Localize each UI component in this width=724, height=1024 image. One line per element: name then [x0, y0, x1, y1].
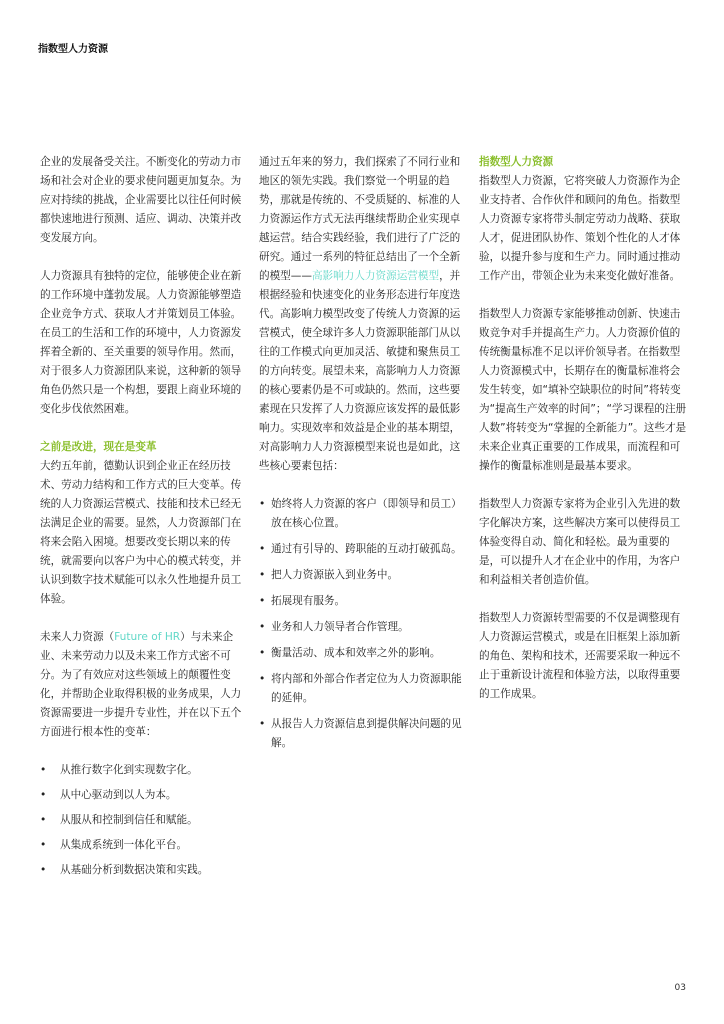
paragraph: 指数型人力资源专家能够推动创新、快速击败竞争对手并提高生产力。人力资源价值的传统衡量标准不足以评价领导者。在指数型人力资源模式中，长期存在的衡量标准将会发生转变，如“填补空缺职位的时间”将转变为“提高生产效率的时间”；“学习课程的注册人数”将转变为“掌握的全新能力”。这些才是未来企业真正重要的工作成果，而流程和可操作的衡量标准则是最基本要求。: [479, 308, 687, 472]
section-block: [40, 438, 248, 609]
section-heading: 之前是改进，现在是变革: [40, 441, 157, 453]
list-item: • 从中心驱动到以人为本。: [40, 786, 248, 805]
section-block: [479, 153, 687, 286]
running-header-title: 指数型人力资源: [38, 44, 108, 55]
paragraph-text: 通过五年来的努力，我们探索了不同行业和地区的领先实践。我们察觉一个明显的趋势，那就是传统的、不受质疑的、标准的人力资源运作方式无法再继续帮助企业实现卓越运营。结合实践经验，我们进行了广泛的研究。通过一系列的特征总结出了一个全新的模型——: [259, 156, 461, 282]
text-column-3: [479, 153, 687, 723]
paragraph: 企业的发展备受关注。不断变化的劳动力市场和社会对企业的要求使问题更加复杂。为应对持续的挑战，企业需要比以往任何时候都快速地进行预测、适应、调动、决策并改变发展方向。: [40, 156, 242, 244]
list-item: • 从集成系统到一体化平台。: [40, 836, 248, 855]
paragraph-text: 大约五年前，德勤认识到企业正在经历技术、劳动力结构和工作方式的巨大变革。传统的人力资源运营模式、技能和技术已经无法满足企业的需要。显然，人力资源部门在将来会陷入困境。想要改变长期以来的传统，就需要向以客户为中心的模式转变，并认识到数字技术赋能可以永久性地提升员工体验。: [40, 460, 242, 605]
list-item: • 把人力资源嵌入到业务中。: [259, 566, 469, 585]
text-column-1: [40, 153, 248, 886]
section-heading: 指数型人力资源: [479, 156, 554, 168]
list-item: • 业务和人力领导者合作管理。: [259, 618, 469, 637]
paragraph-text: 指数型人力资源，它将突破人力资源作为企业支持者、合作伙伴和顾问的角色。指数型人力资源专家将带头制定劳动力战略、获取人才，促进团队协作、策划个性化的人才体验，以提升参与度和生产力。同时通过推动工作产出，带领企业为未来变化做好准备。: [479, 175, 681, 282]
high-impact-hr-model-link[interactable]: 高影响力人力资源运营模型: [311, 270, 440, 282]
text-column-2: [259, 153, 469, 760]
paragraph-text: 未来人力资源（: [40, 631, 115, 643]
paragraph: 指数型人力资源专家将为企业引入先进的数字化解决方案，这些解决方案可以使得员工体验变得自动、简化和轻松。最为重要的是，可以提升人才在企业中的作用，为客户和利益相关者创造价值。: [479, 498, 681, 586]
list-item: • 从基础分析到数据决策和实践。: [40, 861, 248, 880]
paragraph: 指数型人力资源转型需要的不仅是调整现有人力资源运营模式，或是在旧框架上添加新的角色、架构和技术，还需要采取一种远不止于重新设计流程和体验方法，以取得重要的工作成果。: [479, 612, 681, 700]
list-item: • 始终将人力资源的客户（即领导和员工）放在核心位置。: [259, 495, 469, 533]
list-item: • 从推行数字化到实现数字化。: [40, 761, 248, 780]
paragraph: 人力资源具有独特的定位，能够使企业在新的工作环境中蓬勃发展。人力资源能够塑造企业竞争方式、获取人才并策划员工体验。在员工的生活和工作的环境中，人力资源发挥着全新的、至关重要的领导作用。然而，对于很多人力资源团队来说，这种新的领导角色仍然只是一个构想，要跟上商业环境的变化步伐依然困难。: [40, 270, 242, 415]
list-item: • 将内部和外部合作者定位为人力资源职能的延伸。: [259, 670, 469, 708]
list-item: • 拓展现有服务。: [259, 592, 469, 611]
list-item: • 衡量活动、成本和效率之外的影响。: [259, 644, 469, 663]
core-elements-list: [259, 495, 469, 753]
transformation-list: [40, 761, 248, 880]
list-item: • 通过有引导的、跨职能的互动打破孤岛。: [259, 540, 469, 559]
paragraph-text: ，并根据经验和快速变化的业务形态进行年度迭代。高影响力模型改变了传统人力资源的运营模式，使全球许多人力资源职能部门从以往的工作模式向更加灵活、敏捷和聚焦员工的方向转变。展望未来，高影响力人力资源的核心要素仍是不可或缺的。然而，这些要素现在只发挥了人力资源应该发挥的最低影响力。实现效率和效益是企业的基本期望，对高影响力人力资源模型来说也是如此，这些核心要素包括：: [259, 270, 461, 472]
paragraph: [259, 153, 469, 476]
page-number: 03: [674, 983, 686, 993]
paragraph: [40, 628, 248, 742]
paragraph-text: ）与未来企业、未来劳动力以及未来工作方式密不可分。为了有效应对这些领域上的颠覆性变化，并帮助企业取得积极的业务成果，人力资源需要进一步提升专业性，并在以下五个方面进行根本性的变革：: [40, 631, 242, 738]
future-of-hr-link[interactable]: Future of HR: [114, 631, 181, 643]
list-item: • 从服从和控制到信任和赋能。: [40, 811, 248, 830]
list-item: • 从报告人力资源信息到提供解决问题的见解。: [259, 715, 469, 753]
